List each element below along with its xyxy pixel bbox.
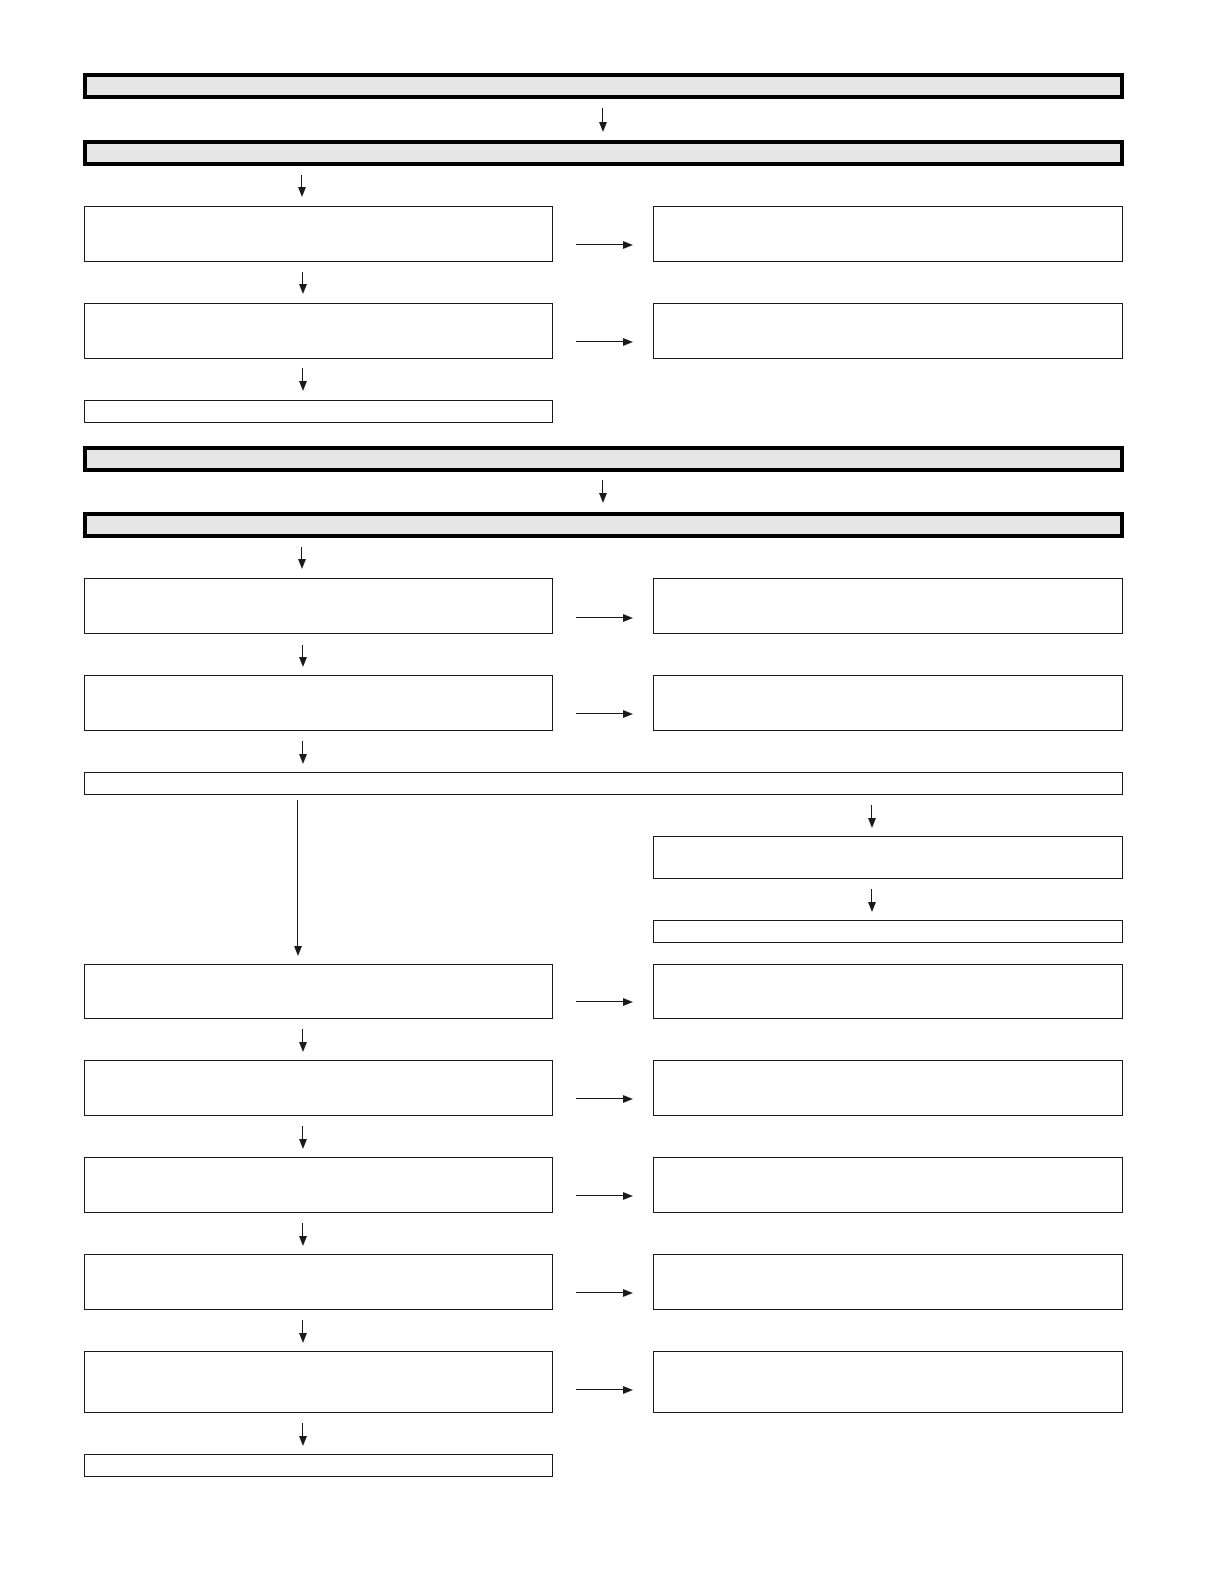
section-2-lower-result-3 <box>653 1157 1123 1213</box>
section-2-result-1 <box>653 578 1123 634</box>
section-1-end <box>84 400 553 423</box>
section-2-merge-bar <box>84 772 1123 795</box>
section-1-header <box>83 73 1124 99</box>
section-1-step-1 <box>84 206 553 262</box>
section-2-lower-result-4 <box>653 1254 1123 1310</box>
section-1-result-2 <box>653 303 1123 359</box>
section-2-header <box>83 446 1124 472</box>
section-2-step-1 <box>84 578 553 634</box>
section-2-branch-step <box>653 836 1123 879</box>
section-1-step-2 <box>84 303 553 359</box>
section-2-lower-step-5 <box>84 1351 553 1413</box>
section-2-step-2 <box>84 675 553 731</box>
section-1-result-1 <box>653 206 1123 262</box>
section-2-lower-step-2 <box>84 1060 553 1116</box>
section-2-branch-end <box>653 920 1123 943</box>
section-2-lower-result-5 <box>653 1351 1123 1413</box>
section-2-lower-result-1 <box>653 964 1123 1019</box>
section-2-lower-step-1 <box>84 964 553 1019</box>
section-2-lower-step-4 <box>84 1254 553 1310</box>
section-2-lower-step-3 <box>84 1157 553 1213</box>
section-2-result-2 <box>653 675 1123 731</box>
section-2-end <box>84 1454 553 1477</box>
section-1-subheader <box>83 140 1124 166</box>
section-2-subheader <box>83 512 1124 538</box>
section-2-lower-result-2 <box>653 1060 1123 1116</box>
